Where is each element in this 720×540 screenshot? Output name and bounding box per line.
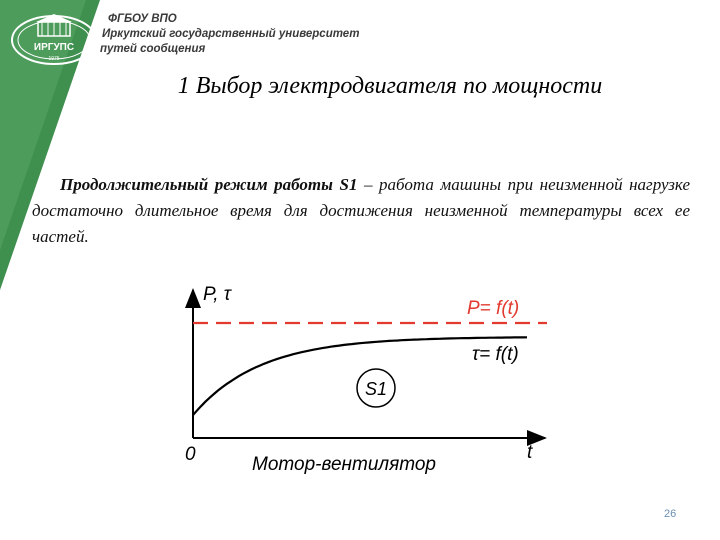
university-logo bbox=[8, 8, 100, 68]
origin-label: 0 bbox=[185, 444, 196, 465]
power-series-label: P= f(t) bbox=[467, 298, 520, 319]
slide-title: 1 Выбор электродвигателя по мощности bbox=[177, 73, 603, 99]
logo-wordmark: ИРГУПС bbox=[33, 42, 75, 53]
s1-chart bbox=[175, 278, 565, 478]
page-number: 26 bbox=[664, 508, 677, 520]
org-line-1: ФГБОУ ВПО bbox=[108, 13, 177, 25]
mode-badge-label: S1 bbox=[364, 379, 388, 399]
definition-paragraph bbox=[32, 172, 690, 250]
chart-caption: Мотор-вентилятор bbox=[252, 454, 436, 475]
org-line-3: путей сообщения bbox=[100, 43, 206, 55]
x-axis-label: t bbox=[527, 442, 533, 463]
temperature-series-label: τ= f(t) bbox=[472, 344, 519, 365]
term-s1: Продолжительный режим работы S1 bbox=[60, 175, 358, 194]
definition-text: – работа машины при неизменной нагрузке достаточно длительное время для достижения неизменной температуры всех ее частей. bbox=[32, 175, 690, 246]
y-axis-label: P, τ bbox=[203, 284, 231, 305]
organization-header bbox=[100, 12, 360, 57]
logo-year: 1975 bbox=[48, 56, 60, 62]
org-line-2: Иркутский государственный университет bbox=[102, 28, 360, 40]
